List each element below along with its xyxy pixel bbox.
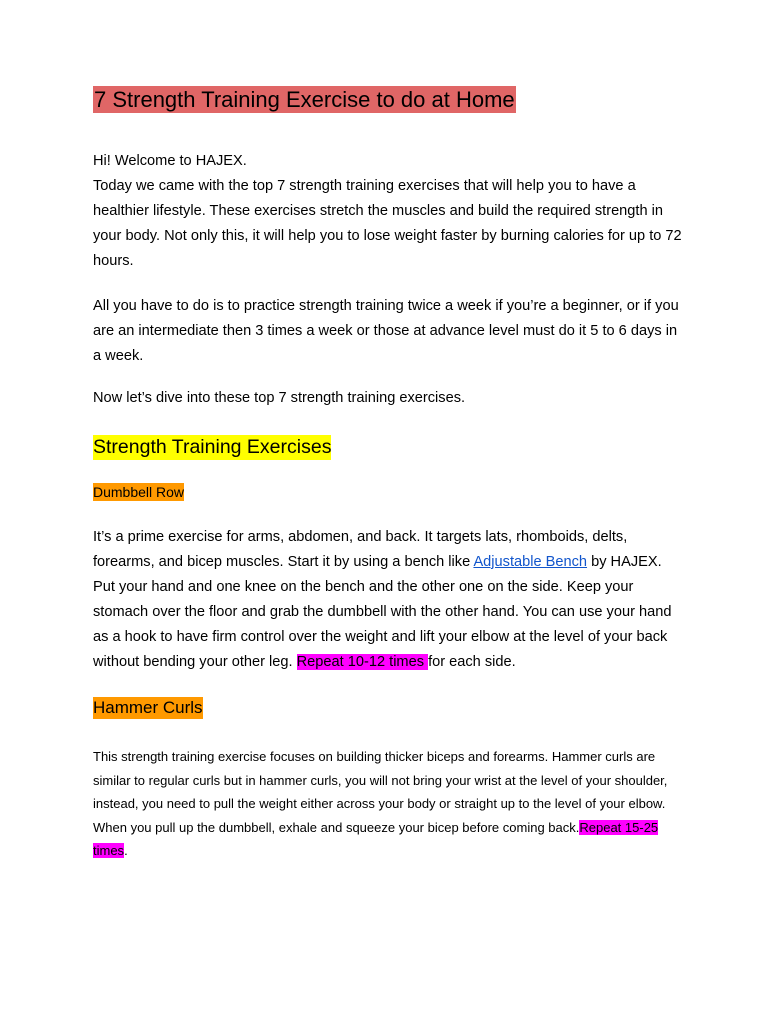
hammer-curls-heading: Hammer Curls: [93, 698, 203, 717]
hammer-curls-paragraph: [93, 745, 683, 863]
dumbbell-row-repeat-highlight: Repeat 10-12 times: [296, 654, 429, 670]
adjustable-bench-link[interactable]: Adjustable Bench: [473, 554, 588, 570]
intro-paragraph-2: All you have to do is to practice strength training twice a week if you’re a beginner, or if you are an intermediate then 3 times a week or those at advance level must do it 5 to 6 days in a week.: [93, 298, 679, 364]
intro-paragraph-1: Today we came with the top 7 strength training exercises that will help you to have a healthier lifestyle. These exercises stretch the muscles and build the required strength in your body. Not only this, it will help you to lose weight faster by burning calories for up to 72 hours.: [93, 178, 682, 269]
dumbbell-row-heading: Dumbbell Row: [93, 484, 185, 500]
section-heading-wrap: [93, 435, 683, 460]
section-heading: Strength Training Exercises: [93, 436, 332, 458]
dumbbell-row-text-1: It’s a prime exercise for arms, abdomen, and back. It targets lats, rhomboids, delts, forearms, and bicep muscles. Start it by using a bench like: [93, 529, 628, 570]
intro-paragraph-3: Now let’s dive into these top 7 strength training exercises.: [93, 390, 466, 406]
hammer-curls-text: This strength training exercise focuses on building thicker biceps and forearms. Hammer curls are similar to regular curls but in hammer curls, you will not bring your wrist at the level of your shoulder, instead, you need to pull the weight either across your body or straight up to the level of your elbow. When you pull up the dumbbell, exhale and squeeze your bicep before coming back.: [93, 749, 668, 835]
dumbbell-row-heading-wrap: [93, 483, 683, 502]
intro-greeting: Hi! Welcome to HAJEX.: [93, 153, 247, 169]
hammer-curls-repeat-highlight: Repeat 15-25 times: [93, 819, 659, 858]
dumbbell-row-text-2: by HAJEX. Put your hand and one knee on the bench and the other one on the side. Keep your stomach over the floor and grab the dumbbell with the other hand. You can use your hand as a hook to have firm control over the weight and lift your elbow at the level of your back without bending your other leg.: [93, 554, 672, 670]
dumbbell-row-paragraph: [93, 525, 683, 675]
dumbbell-row-text-3: for each side.: [428, 654, 516, 670]
hammer-curls-heading-wrap: [93, 697, 683, 719]
document-title: 7 Strength Training Exercise to do at Home: [94, 87, 515, 112]
hammer-curls-text-end: .: [124, 843, 128, 858]
document-page: [93, 86, 683, 863]
